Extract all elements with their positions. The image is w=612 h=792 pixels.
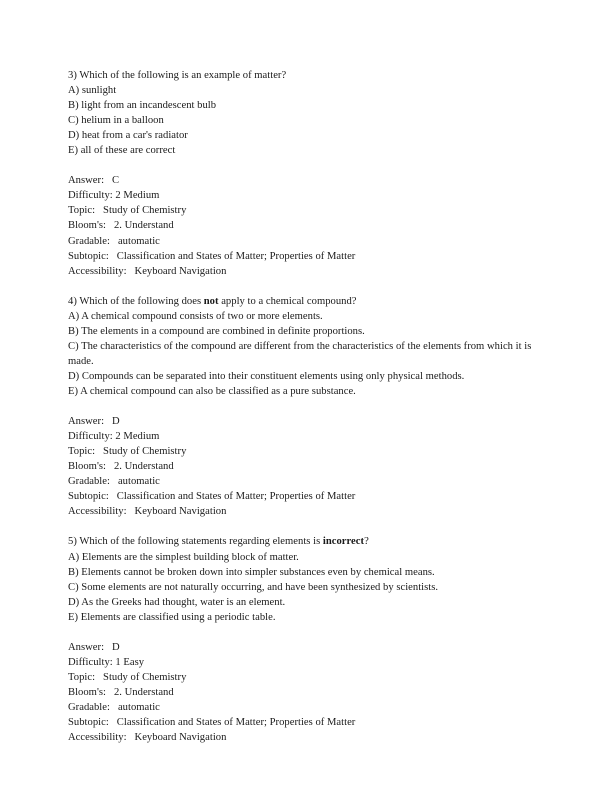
answer-option-c: C) The characteristics of the compound are different from the characteristics of the elements from which it is made. [68, 340, 532, 367]
question-block-5 [68, 534, 542, 624]
question-stem-3 [68, 68, 542, 83]
answer-option-a: A) A chemical compound consists of two or more elements. [68, 310, 323, 322]
answer-option-a: A) sunlight [68, 85, 117, 97]
metadata-accessibility: Accessibility: Keyboard Navigation [68, 506, 227, 518]
question-stem-5 [68, 534, 542, 549]
document-body [68, 68, 542, 745]
metadata-block-3 [68, 173, 542, 278]
question-stem-text-after: ? [364, 536, 369, 548]
answer-option-e: E) A chemical compound can also be classified as a pure substance. [68, 385, 356, 397]
question-stem-emphasis: not [203, 295, 219, 307]
question-stem-text-before: 5) Which of the following statements regarding elements is [68, 536, 323, 548]
metadata-gradable: Gradable: automatic [68, 235, 160, 247]
metadata-blooms: Bloom's: 2. Understand [68, 461, 174, 473]
question-stem-4 [68, 294, 542, 309]
answer-option-c: C) Some elements are not naturally occurring, and have been synthesized by scientists. [68, 581, 439, 593]
metadata-subtopic: Subtopic: Classification and States of Matter; Properties of Matter [68, 717, 356, 729]
metadata-block-4 [68, 414, 542, 519]
metadata-block-5 [68, 640, 542, 745]
metadata-topic: Topic: Study of Chemistry [68, 671, 187, 683]
metadata-accessibility: Accessibility: Keyboard Navigation [68, 265, 227, 277]
metadata-accessibility: Accessibility: Keyboard Navigation [68, 732, 227, 744]
answer-option-d: D) As the Greeks had thought, water is an element. [68, 596, 286, 608]
metadata-blooms: Bloom's: 2. Understand [68, 686, 174, 698]
metadata-difficulty: Difficulty: 2 Medium [68, 431, 160, 443]
question-stem-text-before: 4) Which of the following does [68, 295, 204, 307]
answer-option-d: D) heat from a car's radiator [68, 130, 188, 142]
question-stem-text-after: apply to a chemical compound? [218, 295, 357, 307]
metadata-answer: Answer: D [68, 416, 120, 428]
question-block-4 [68, 294, 542, 399]
answer-option-d: D) Compounds can be separated into their constituent elements using only physical methods. [68, 370, 465, 382]
metadata-gradable: Gradable: automatic [68, 476, 160, 488]
metadata-gradable: Gradable: automatic [68, 701, 160, 713]
answer-option-a: A) Elements are the simplest building block of matter. [68, 551, 299, 563]
answer-option-b: B) Elements cannot be broken down into simpler substances even by chemical means. [68, 566, 435, 578]
answer-option-b: B) The elements in a compound are combined in definite proportions. [68, 325, 365, 337]
metadata-subtopic: Subtopic: Classification and States of Matter; Properties of Matter [68, 250, 356, 262]
answer-option-e: E) all of these are correct [68, 145, 176, 157]
metadata-topic: Topic: Study of Chemistry [68, 205, 187, 217]
metadata-topic: Topic: Study of Chemistry [68, 446, 187, 458]
metadata-difficulty: Difficulty: 1 Easy [68, 656, 145, 668]
metadata-blooms: Bloom's: 2. Understand [68, 220, 174, 232]
answer-option-b: B) light from an incandescent bulb [68, 100, 217, 112]
question-stem-text: 3) Which of the following is an example of matter? [68, 70, 287, 81]
metadata-answer: Answer: C [68, 175, 120, 187]
question-stem-emphasis: incorrect [322, 536, 365, 548]
metadata-answer: Answer: D [68, 641, 120, 653]
answer-option-e: E) Elements are classified using a periodic table. [68, 611, 276, 623]
answer-option-c: C) helium in a balloon [68, 115, 164, 127]
metadata-difficulty: Difficulty: 2 Medium [68, 190, 160, 202]
metadata-subtopic: Subtopic: Classification and States of Matter; Properties of Matter [68, 491, 356, 503]
question-block-3 [68, 68, 542, 158]
